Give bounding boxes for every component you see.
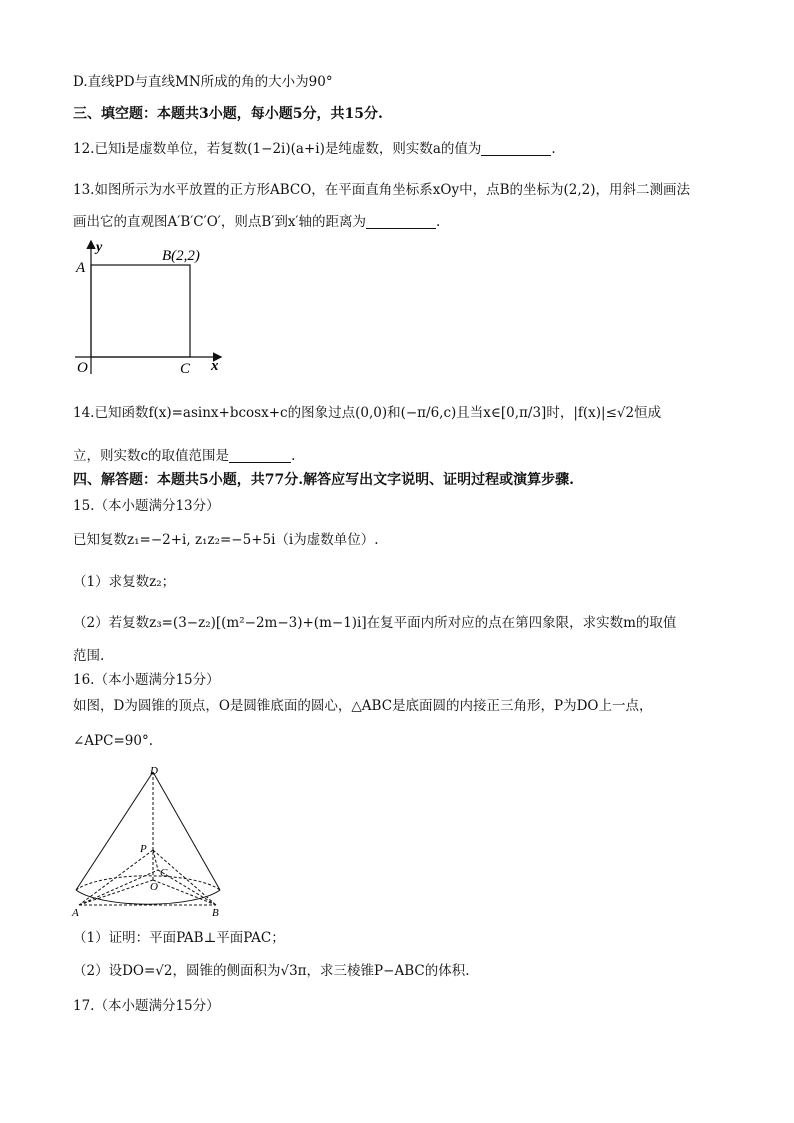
question-15-part-2-line-2: 范围. xyxy=(73,648,105,664)
question-14-line-1: 14.已知函数f(x)=asinx+bcosx+c的图象过点(0,0)和(−π/6,c)且当x∈[0,π/3]时，|f(x)|≤√2恒成 xyxy=(73,405,662,421)
label-a: A xyxy=(72,907,79,919)
question-12-text: 12.已知i是虚数单位，若复数(1−2i)(a+i)是纯虚数，则实数a的值为 xyxy=(73,141,482,157)
question-16-stem-line-1: 如图，D为圆锥的顶点，O是圆锥底面的圆心，△ABC是底面圆的内接正三角形，P为DO上一点， xyxy=(73,698,653,714)
question-14-text: 立，则实数c的取值范围是 xyxy=(73,448,230,464)
figure-square-abco xyxy=(70,238,230,378)
question-12-end: . xyxy=(551,141,556,157)
question-15-part-2-line-1: （2）若复数z₃=(3−z₂)[(m²−2m−3)+(m−1)i]在复平面内所对应的点在第四象限，求实数m的取值 xyxy=(73,615,677,631)
label-b: B(2,2) xyxy=(162,248,200,264)
label-x: x xyxy=(211,358,219,374)
section-3-title: 三、填空题：本题共3小题，每小题5分，共15分. xyxy=(73,106,383,122)
answer-blank-14 xyxy=(229,448,291,463)
section-4-title: 四、解答题：本题共5小题，共77分.解答应写出文字说明、证明过程或演算步骤. xyxy=(73,472,574,488)
label-o: O xyxy=(150,881,158,893)
question-17-header: 17.（本小题满分15分） xyxy=(73,998,220,1014)
question-13-line-1: 13.如图所示为水平放置的正方形ABCO，在平面直角坐标系xOy中，点B的坐标为(2,2)，用斜二测画法 xyxy=(73,182,691,198)
question-16-stem-line-2: ∠APC=90°. xyxy=(73,733,154,749)
answer-blank-13 xyxy=(366,214,436,229)
question-12 xyxy=(73,139,556,159)
segment-pa xyxy=(79,850,153,905)
question-13-line-2 xyxy=(73,212,440,232)
label-d: D xyxy=(150,765,158,777)
question-15-stem: 已知复数z₁=−2+i, z₁z₂=−5+5i（i为虚数单位）. xyxy=(73,532,379,548)
question-13-text: 画出它的直观图A′B′C′O′，则点B′到x′轴的距离为 xyxy=(73,214,366,230)
question-14-line-2 xyxy=(73,446,295,466)
question-14-end: . xyxy=(291,448,296,464)
label-b: B xyxy=(212,907,219,919)
option-d: D.直线PD与直线MN所成的角的大小为90° xyxy=(73,74,333,90)
label-c: C xyxy=(180,361,191,377)
question-15-header: 15.（本小题满分13分） xyxy=(73,498,220,514)
figure-cone xyxy=(66,762,236,922)
cone-base-back-arc xyxy=(76,876,220,890)
square-abco xyxy=(91,265,190,357)
label-o: O xyxy=(77,360,88,376)
question-16-part-1: （1）证明：平面PAB⊥平面PAC； xyxy=(73,930,285,946)
question-15-part-1: （1）求复数z₂； xyxy=(73,574,176,590)
label-c: C xyxy=(160,867,168,879)
label-a: A xyxy=(76,260,86,276)
label-y: y xyxy=(96,240,103,255)
question-16-header: 16.（本小题满分15分） xyxy=(73,672,220,688)
segment-pc xyxy=(153,850,158,870)
question-16-part-2: （2）设DO=√2，圆锥的侧面积为√3π，求三棱锥P−ABC的体积. xyxy=(73,963,470,979)
label-p: P xyxy=(140,843,147,855)
cone-left-edge xyxy=(76,772,153,890)
answer-blank-12 xyxy=(481,141,551,156)
question-13-end: . xyxy=(436,214,441,230)
